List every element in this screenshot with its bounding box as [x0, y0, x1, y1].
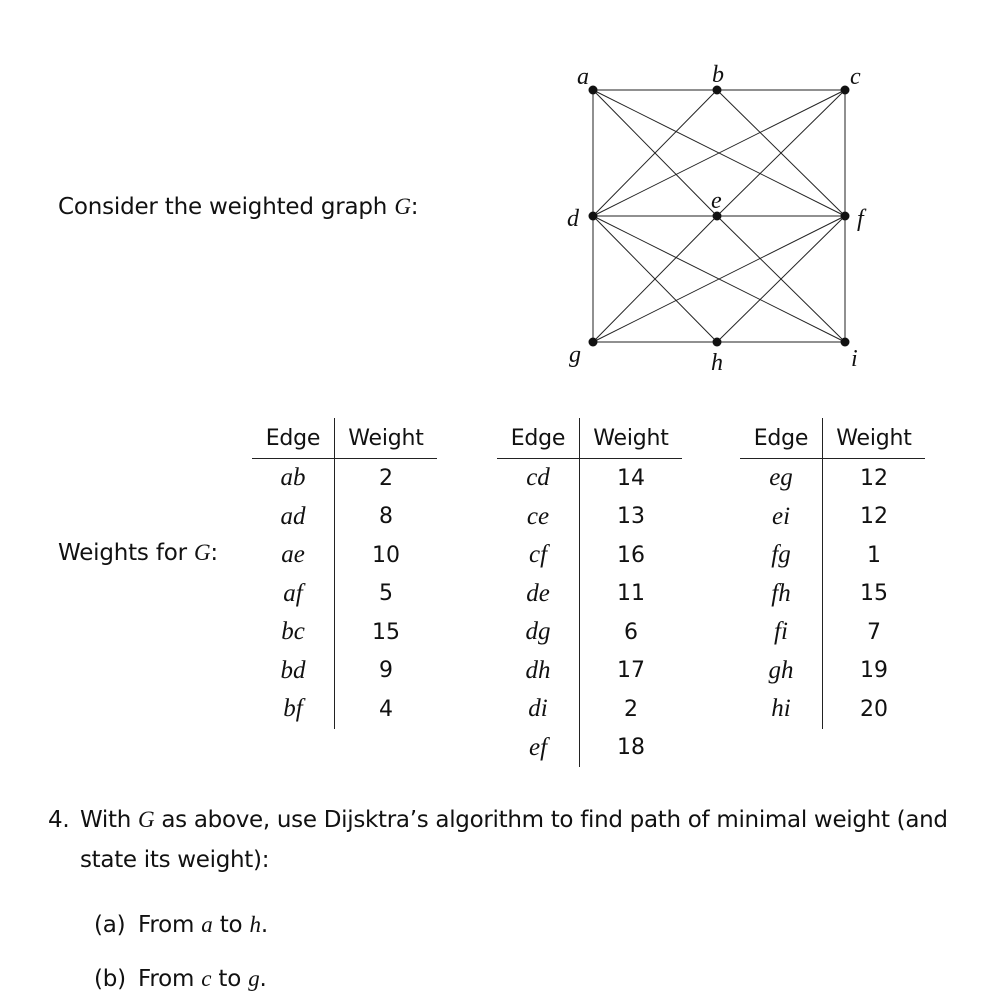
graph-vertex-label-e: e: [711, 188, 722, 214]
to-vertex: g: [248, 966, 260, 991]
table-row: [740, 652, 925, 691]
from-vertex: c: [201, 966, 212, 991]
graph-vertex-f: [841, 212, 850, 221]
graph-vertex-label-f: f: [857, 206, 864, 232]
graph-variable: G: [394, 194, 411, 219]
edge-cell: de: [497, 575, 580, 614]
subpart-suffix: .: [260, 912, 268, 938]
edge-cell: cd: [497, 459, 580, 498]
table-header-row: [497, 418, 682, 459]
table-row: [497, 652, 682, 691]
intro-suffix: :: [410, 194, 419, 220]
graph-vertex-h: [713, 338, 722, 347]
weight-cell: 7: [867, 619, 881, 645]
weight-cell: 8: [379, 504, 393, 530]
weight-cell: 13: [617, 504, 645, 530]
table-row: [740, 575, 925, 614]
weights-table-3: [740, 418, 925, 729]
weight-cell: 12: [860, 504, 888, 530]
graph-variable: G: [138, 807, 155, 832]
weights-table-1: [252, 418, 437, 729]
table-row: [252, 498, 437, 537]
weight-column-header: Weight: [580, 418, 683, 459]
graph-vertex-label-g: g: [569, 342, 581, 368]
table-row: [497, 613, 682, 652]
graph-diagram: [555, 58, 885, 378]
graph-vertex-label-b: b: [712, 62, 724, 88]
weight-cell: 15: [860, 581, 888, 607]
subpart-mid: to: [211, 966, 249, 992]
table-row: [497, 459, 682, 498]
weight-cell: 16: [617, 542, 645, 568]
weight-cell: 14: [617, 465, 645, 491]
weight-cell: 10: [372, 542, 400, 568]
edge-cell: eg: [740, 459, 823, 498]
weights-label-text: Weights for: [58, 540, 194, 566]
table-row: [252, 652, 437, 691]
edge-column-header: Edge: [497, 418, 580, 459]
intro-text-body: Consider the weighted graph: [58, 194, 395, 220]
edge-column-header: Edge: [740, 418, 823, 459]
graph-vertex-label-a: a: [577, 64, 589, 90]
subpart-prefix: From: [138, 912, 202, 938]
edge-cell: bf: [252, 690, 335, 729]
weight-cell: 12: [860, 465, 888, 491]
weights-table-2: [497, 418, 682, 767]
weights-label-suffix: :: [210, 540, 218, 566]
to-vertex: h: [249, 912, 261, 937]
edge-cell: fg: [740, 536, 823, 575]
question-number: 4.: [48, 807, 70, 833]
subpart-prefix: From: [138, 966, 202, 992]
graph-vertex-label-h: h: [711, 350, 723, 376]
weights-label: [58, 540, 218, 566]
table-row: [740, 536, 925, 575]
weight-cell: 11: [617, 581, 645, 607]
graph-vertex-c: [841, 86, 850, 95]
graph-vertex-label-c: c: [850, 64, 861, 90]
edge-cell: cf: [497, 536, 580, 575]
graph-vertex-g: [589, 338, 598, 347]
subpart-label: (a): [94, 912, 126, 938]
weight-column-header: Weight: [823, 418, 926, 459]
weight-column-header: Weight: [335, 418, 438, 459]
edge-cell: bc: [252, 613, 335, 652]
question-part2: as above, use Dijsktra’s algorithm to find path of minimal weight (and state its weight):: [80, 807, 948, 873]
weight-cell: 18: [617, 735, 645, 761]
question-4: [48, 800, 978, 880]
edge-cell: fh: [740, 575, 823, 614]
subpart-label: (b): [94, 966, 126, 992]
table-row: [252, 613, 437, 652]
table-row: [740, 613, 925, 652]
weight-cell: 2: [379, 465, 393, 491]
weight-cell: 17: [617, 658, 645, 684]
edge-cell: ei: [740, 498, 823, 537]
edge-cell: gh: [740, 652, 823, 691]
edge-cell: dh: [497, 652, 580, 691]
table-row: [252, 536, 437, 575]
weight-cell: 1: [867, 542, 881, 568]
table-row: [252, 690, 437, 729]
table-row: [252, 459, 437, 498]
table-row: [740, 498, 925, 537]
table-header-row: [252, 418, 437, 459]
edge-cell: di: [497, 690, 580, 729]
table-row: [740, 690, 925, 729]
edge-column-header: Edge: [252, 418, 335, 459]
edge-cell: ce: [497, 498, 580, 537]
table-row: [252, 575, 437, 614]
table-row: [497, 498, 682, 537]
edge-cell: hi: [740, 690, 823, 729]
graph-vertex-d: [589, 212, 598, 221]
edge-cell: fi: [740, 613, 823, 652]
weight-cell: 6: [624, 619, 638, 645]
table-row: [497, 690, 682, 729]
weight-cell: 15: [372, 619, 400, 645]
weight-cell: 4: [379, 696, 393, 722]
table-row: [497, 575, 682, 614]
edge-cell: bd: [252, 652, 335, 691]
table-row: [740, 459, 925, 498]
edge-cell: dg: [497, 613, 580, 652]
graph-vertex-a: [589, 86, 598, 95]
from-vertex: a: [201, 912, 213, 937]
weight-cell: 20: [860, 696, 888, 722]
subpart-a: [94, 912, 268, 938]
graph-variable: G: [193, 540, 211, 565]
intro-text: [58, 194, 418, 220]
edge-cell: ad: [252, 498, 335, 537]
subpart-mid: to: [212, 912, 250, 938]
weight-cell: 19: [860, 658, 888, 684]
edge-cell: af: [252, 575, 335, 614]
table-header-row: [740, 418, 925, 459]
subpart-suffix: .: [259, 966, 267, 992]
table-row: [497, 729, 682, 768]
graph-vertex-label-d: d: [567, 206, 579, 232]
subpart-b: [94, 966, 267, 992]
question-text: [80, 800, 978, 880]
edge-cell: ab: [252, 459, 335, 498]
weight-cell: 2: [624, 696, 638, 722]
edge-cell: ae: [252, 536, 335, 575]
question-part1: With: [80, 807, 139, 833]
weight-cell: 9: [379, 658, 393, 684]
edge-cell: ef: [497, 729, 580, 768]
graph-vertex-i: [841, 338, 850, 347]
graph-vertex-label-i: i: [851, 346, 858, 372]
table-row: [497, 536, 682, 575]
weight-cell: 5: [379, 581, 393, 607]
